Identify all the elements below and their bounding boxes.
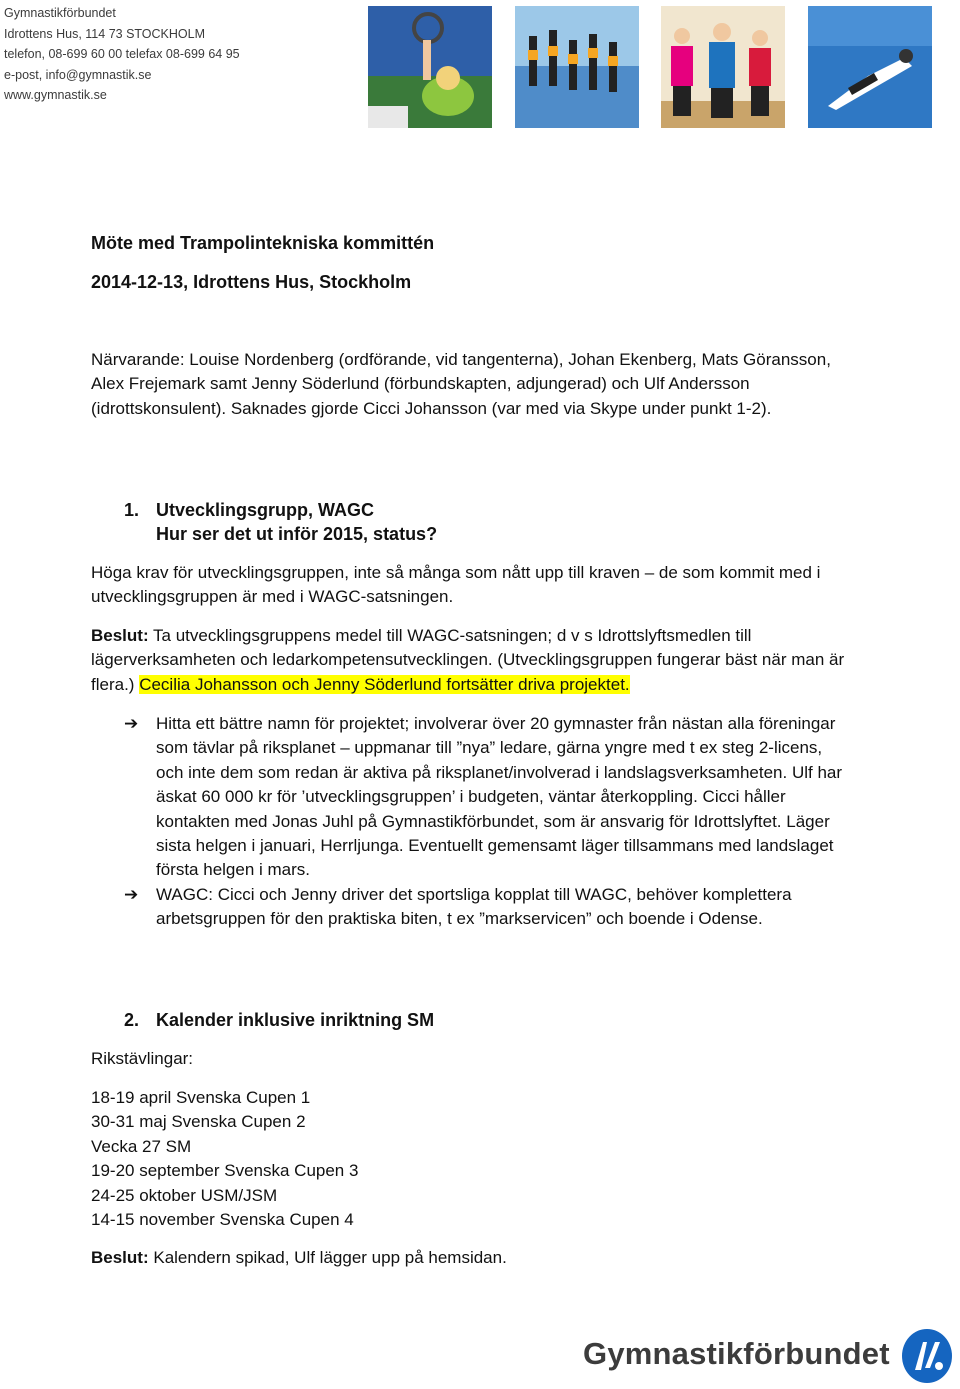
- section-1-subheading: Hur ser det ut inför 2015, status?: [156, 524, 438, 544]
- letterhead-org: Gymnastikförbundet: [4, 6, 116, 20]
- decision-text: Kalendern spikad, Ulf lägger upp på hemsidan.: [153, 1248, 507, 1267]
- letterhead-web: www.gymnastik.se: [4, 88, 107, 103]
- decision-text: Ta utvecklingsgruppens medel till WAGC-satsningen; d v s Idrottslyftsmedlen till lägerverksamheten och ledarkompetensutvecklingen. (Utvecklingsgruppen fungerar bäst när man är flera.): [91, 626, 845, 694]
- gymnastikforbundet-logo-icon: [901, 1328, 953, 1384]
- decision-label: Beslut:: [91, 626, 149, 645]
- arrow-bullet-icon: ➔: [124, 714, 139, 733]
- gymnast-rings-photo: [368, 6, 492, 128]
- arrow-bullet-icon: ➔: [124, 885, 139, 904]
- calendar-event: Vecka 27 SM: [91, 1136, 192, 1156]
- page-title: Möte med Trampolintekniska kommittén: [91, 233, 435, 253]
- letterhead-phone: telefon, 08-699 60 00 telefax 08-699 64 95: [4, 47, 240, 62]
- section-2-heading: Kalender inklusive inriktning SM: [156, 1010, 435, 1030]
- section-1-paragraph: Höga krav för utvecklingsgruppen, inte så många som nått upp till kraven – de som kommit med i utvecklingsgruppen är med i WAGC-satsningen.: [91, 563, 821, 607]
- footer-logo: [583, 1328, 953, 1384]
- calendar-event: 24-25 oktober USM/JSM: [91, 1185, 278, 1205]
- footer-wordmark: Gymnastikförbundet: [583, 1336, 890, 1371]
- trampoline-jump-photo: [808, 6, 932, 128]
- bullet-item: [124, 712, 854, 883]
- meeting-date-place: 2014-12-13, Idrottens Hus, Stockholm: [91, 272, 412, 292]
- letterhead: [4, 3, 240, 106]
- section-1-number: 1.: [124, 500, 140, 520]
- calendar-list: [91, 1086, 851, 1232]
- decision-label: Beslut:: [91, 1248, 149, 1267]
- bullet-item: [124, 883, 854, 932]
- decision-highlight: Cecilia Johansson och Jenny Söderlund fortsätter driva projektet.: [139, 674, 630, 694]
- calendar-event: 30-31 maj Svenska Cupen 2: [91, 1112, 306, 1132]
- section-1-heading: Utvecklingsgrupp, WAGC: [156, 500, 375, 520]
- section-2-intro: Rikstävlingar:: [91, 1049, 194, 1068]
- gymnastics-team-photo: [515, 6, 639, 128]
- calendar-event: 14-15 november Svenska Cupen 4: [91, 1210, 354, 1230]
- bullet-text: WAGC: Cicci och Jenny driver det sportsliga kopplat till WAGC, behöver komplettera arbetsgruppen för den praktiska biten, t ex ”markservicen” och boende i Odense.: [156, 885, 792, 929]
- bullet-text: Hitta ett bättre namn för projektet; involverar över 20 gymnaster från nästan alla föreningar som tävlar på riksplanet – uppmanar till ”nya” ledare, gärna yngre med t ex steg 2-licens, och inte dem som redan är aktiva på riksplanet/involverad i landslagsverksamheten. Ulf har äskat 60 000 kr för ’utvecklingsgruppen’ i budgeten, väntar återkoppling. Cicci håller kontakten med Jonas Juhl på Gymnastikförbundet, som är ansvarig för Idrottslyftet. Läger sista helgen i januari, Herrljunga. Eventuellt gemensamt läger tillsammans med landslaget första helgen i mars.: [156, 714, 843, 880]
- calendar-event: 19-20 september Svenska Cupen 3: [91, 1161, 359, 1181]
- section-2-decision: [91, 1246, 851, 1270]
- letterhead-email: e-post, info@gymnastik.se: [4, 67, 152, 82]
- attendees-paragraph: Närvarande: Louise Nordenberg (ordförande, vid tangenterna), Johan Ekenberg, Mats Göransson, Alex Frejemark samt Jenny Söderlund (förbundskapten, adjungerad) och Ulf Andersson (idrottskonsulent). Saknades gjorde Cicci Johansson (var med via Skype under punkt 1-2).: [91, 350, 831, 418]
- calendar-event: 18-19 april Svenska Cupen 1: [91, 1088, 311, 1107]
- section-2-number: 2.: [124, 1010, 140, 1030]
- letterhead-address: Idrottens Hus, 114 73 STOCKHOLM: [4, 26, 206, 41]
- fitness-group-photo: [661, 6, 785, 128]
- section-1-decision: [91, 624, 851, 697]
